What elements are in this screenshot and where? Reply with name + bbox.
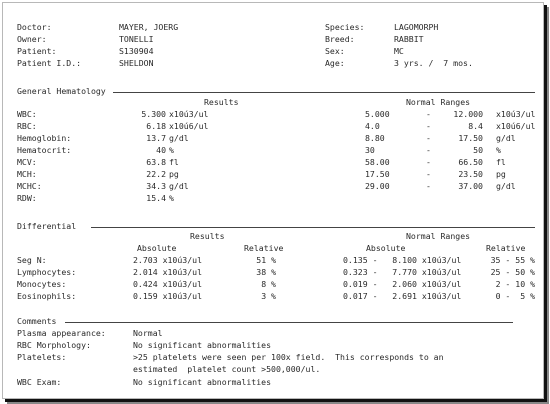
- range-unit: pg: [496, 169, 506, 179]
- differential-title: Differential: [17, 221, 77, 231]
- range-dash: -: [426, 169, 431, 179]
- relative-range: 35 - 55 %: [490, 255, 535, 265]
- sex-value: MC: [394, 46, 404, 56]
- absolute-range: 0.135 - 8.100 x10ú3/ul: [343, 255, 462, 265]
- species-label: Species:: [325, 22, 365, 32]
- species-value: LAGOMORPH: [394, 22, 439, 32]
- comments-title: Comments: [17, 316, 57, 326]
- section-divider: [65, 322, 513, 323]
- result-value: 15.4: [146, 193, 166, 203]
- range-relative-header: Relative: [486, 243, 526, 253]
- analyte-name: MCHC:: [17, 181, 42, 191]
- relative-range: 2 - 10 %: [495, 279, 535, 289]
- breed-value: RABBIT: [394, 34, 424, 44]
- absolute-range: 0.017 - 2.691 x10ú3/ul: [343, 291, 462, 301]
- platelets-value-line1: >25 platelets were seen per 100x field. This corresponds to an: [133, 352, 444, 362]
- range-high: 66.50: [458, 157, 483, 167]
- range-unit: g/dl: [496, 181, 516, 191]
- range-unit: fl: [496, 157, 506, 167]
- range-high: 37.00: [458, 181, 483, 191]
- relative-range: 0 - 5 %: [495, 291, 535, 301]
- analyte-name: Hemoglobin:: [17, 133, 72, 143]
- absolute-value: 0.159 x10ú3/ul: [133, 291, 203, 301]
- range-low: 29.00: [365, 181, 390, 191]
- range-dash: -: [426, 133, 431, 143]
- platelets-value-line2: estimated platelet count >500,000/ul.: [133, 364, 321, 374]
- doctor-label: Doctor:: [17, 22, 52, 32]
- range-high: 17.50: [458, 133, 483, 143]
- range-absolute-header: Absolute: [366, 243, 406, 253]
- range-unit: x10ú3/ul: [496, 109, 536, 119]
- range-high: 23.50: [458, 169, 483, 179]
- analyte-name: RDW:: [17, 193, 37, 203]
- lab-report: [2, 2, 544, 399]
- normal-ranges-header: Normal Ranges: [406, 231, 471, 241]
- range-high: 50: [473, 145, 483, 155]
- relative-header: Relative: [244, 243, 284, 253]
- analyte-name: RBC:: [17, 121, 37, 131]
- plasma-value: Normal: [133, 328, 163, 338]
- cell-type-name: Monocytes:: [17, 279, 67, 289]
- wbc-exam-label: WBC Exam:: [17, 377, 62, 387]
- result-unit: pg: [169, 169, 179, 179]
- absolute-value: 2.014 x10ú3/ul: [133, 267, 203, 277]
- result-unit: %: [169, 193, 174, 203]
- section-divider: [91, 227, 535, 228]
- range-low: 8.80: [365, 133, 385, 143]
- absolute-header: Absolute: [137, 243, 177, 253]
- result-unit: x10ú6/ul: [169, 121, 209, 131]
- absolute-value: 0.424 x10ú3/ul: [133, 279, 203, 289]
- analyte-name: MCV:: [17, 157, 37, 167]
- doctor-value: MAYER, JOERG: [119, 22, 179, 32]
- result-value: 34.3: [146, 181, 166, 191]
- section-divider: [113, 92, 535, 93]
- result-unit: g/dl: [169, 133, 189, 143]
- breed-label: Breed:: [325, 34, 355, 44]
- results-header: Results: [190, 231, 225, 241]
- range-low: 4.0: [365, 121, 380, 131]
- plasma-label: Plasma appearance:: [17, 328, 106, 338]
- patient-id-value: SHELDON: [119, 58, 154, 68]
- range-high: 8.4: [468, 121, 483, 131]
- range-low: 30: [365, 145, 375, 155]
- relative-range: 25 - 50 %: [490, 267, 535, 277]
- result-value: 22.2: [146, 169, 166, 179]
- range-dash: -: [426, 181, 431, 191]
- range-unit: g/dl: [496, 133, 516, 143]
- cell-type-name: Lymphocytes:: [17, 267, 77, 277]
- absolute-value: 2.703 x10ú3/ul: [133, 255, 203, 265]
- rbc-morphology-label: RBC Morphology:: [17, 340, 91, 350]
- absolute-range: 0.019 - 2.060 x10ú3/ul: [343, 279, 462, 289]
- rbc-morphology-value: No significant abnormalities: [133, 340, 272, 350]
- range-dash: -: [426, 157, 431, 167]
- range-low: 17.50: [365, 169, 390, 179]
- relative-value: 51 %: [256, 255, 276, 265]
- range-high: 12.000: [453, 109, 483, 119]
- result-value: 63.8: [146, 157, 166, 167]
- wbc-exam-value: No significant abnormalities: [133, 377, 272, 387]
- cell-type-name: Seg N:: [17, 255, 47, 265]
- patient-value: S130904: [119, 46, 154, 56]
- range-low: 58.00: [365, 157, 390, 167]
- result-value: 40: [156, 145, 166, 155]
- normal-ranges-header: Normal Ranges: [406, 97, 471, 107]
- patient-id-label: Patient I.D.:: [17, 58, 82, 68]
- analyte-name: Hematocrit:: [17, 145, 72, 155]
- patient-label: Patient:: [17, 46, 57, 56]
- range-unit: x10ú6/ul: [496, 121, 536, 131]
- sex-label: Sex:: [325, 46, 345, 56]
- owner-value: TONELLI: [119, 34, 154, 44]
- range-low: 5.000: [365, 109, 390, 119]
- range-dash: -: [426, 145, 431, 155]
- analyte-name: MCH:: [17, 169, 37, 179]
- result-unit: %: [169, 145, 174, 155]
- relative-value: 8 %: [261, 279, 276, 289]
- cell-type-name: Eosinophils:: [17, 291, 77, 301]
- range-dash: -: [426, 109, 431, 119]
- range-unit: %: [496, 145, 501, 155]
- platelets-label: Platelets:: [17, 352, 67, 362]
- results-header: Results: [204, 97, 239, 107]
- absolute-range: 0.323 - 7.770 x10ú3/ul: [343, 267, 462, 277]
- result-value: 5.300: [141, 109, 166, 119]
- relative-value: 3 %: [261, 291, 276, 301]
- analyte-name: WBC:: [17, 109, 37, 119]
- result-unit: fl: [169, 157, 179, 167]
- result-value: 6.18: [146, 121, 166, 131]
- result-unit: x10ú3/ul: [169, 109, 209, 119]
- range-dash: -: [426, 121, 431, 131]
- result-value: 13.7: [146, 133, 166, 143]
- owner-label: Owner:: [17, 34, 47, 44]
- result-unit: g/dl: [169, 181, 189, 191]
- age-label: Age:: [325, 58, 345, 68]
- relative-value: 38 %: [256, 267, 276, 277]
- age-value: 3 yrs. / 7 mos.: [394, 58, 473, 68]
- hematology-title: General Hematology: [17, 86, 106, 96]
